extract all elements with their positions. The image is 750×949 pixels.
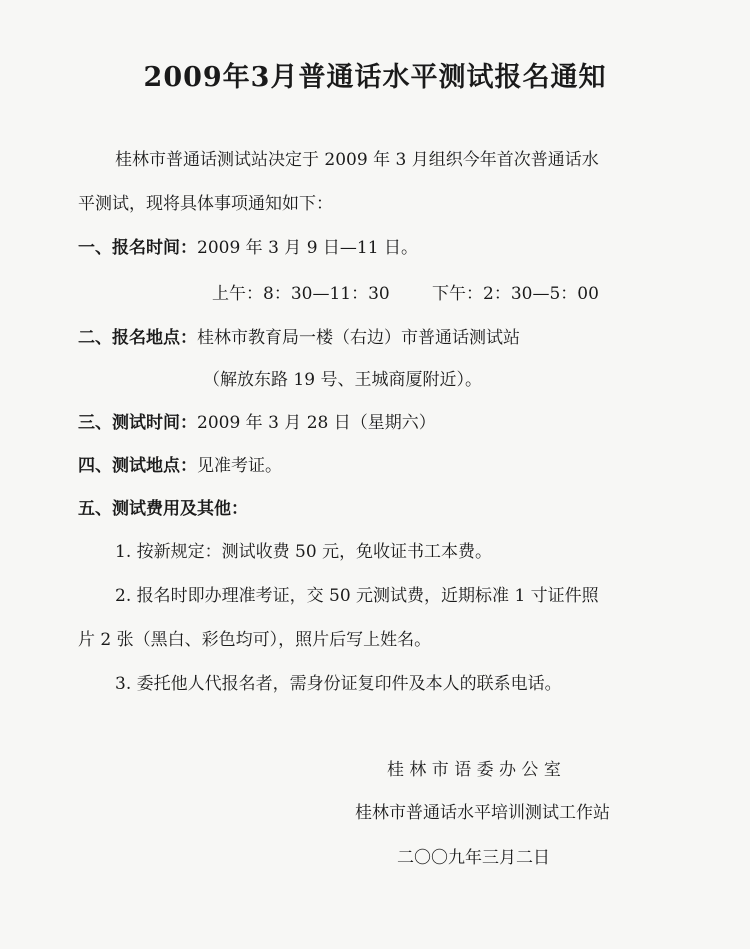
item-text: 2009 年 3 月 9 日—11 日。 [197,238,418,258]
item-registration-location [78,326,520,350]
note-1: 1. 按新规定：测试收费 50 元，免收证书工本费。 [115,542,493,562]
signature-org-1: 桂 林 市 语 委 办 公 室 [387,760,561,780]
item-heading: 四、测试地点： [78,456,197,476]
item-test-location [78,454,282,478]
item-heading: 二、报名地点： [78,328,197,348]
item-heading: 三、测试时间： [78,413,197,433]
item-text: 桂林市教育局一楼（右边）市普通话测试站 [197,328,520,348]
signature-org-2: 桂林市普通话水平培训测试工作站 [355,803,610,823]
note-3: 3. 委托他人代报名者，需身份证复印件及本人的联系电话。 [115,674,562,694]
item-fees-other [78,497,248,521]
location-detail: （解放东路 19 号、王城商厦附近）。 [203,370,482,390]
intro-line-1: 桂林市普通话测试站决定于 2009 年 3 月组织今年首次普通话水 [115,150,599,170]
item-heading: 五、测试费用及其他： [78,499,248,519]
intro-line-2: 平测试，现将具体事项通知如下： [78,194,333,214]
item-registration-time [78,236,418,260]
item-text: 见准考证。 [197,456,282,476]
time-morning: 上午：8：30—11：30 [212,284,390,304]
item-heading: 一、报名时间： [78,238,197,258]
signature-date: 二〇〇九年三月二日 [397,848,550,868]
time-afternoon: 下午：2：30—5：00 [432,284,599,304]
item-test-time [78,411,436,435]
item-text: 2009 年 3 月 28 日（星期六） [197,413,436,433]
note-2-line-2: 片 2 张（黑白、彩色均可），照片后写上姓名。 [78,630,432,650]
note-2-line-1: 2. 报名时即办理准考证，交 50 元测试费，近期标准 1 寸证件照 [115,586,599,606]
page-title: 2009年3月普通话水平测试报名通知 [143,62,607,93]
